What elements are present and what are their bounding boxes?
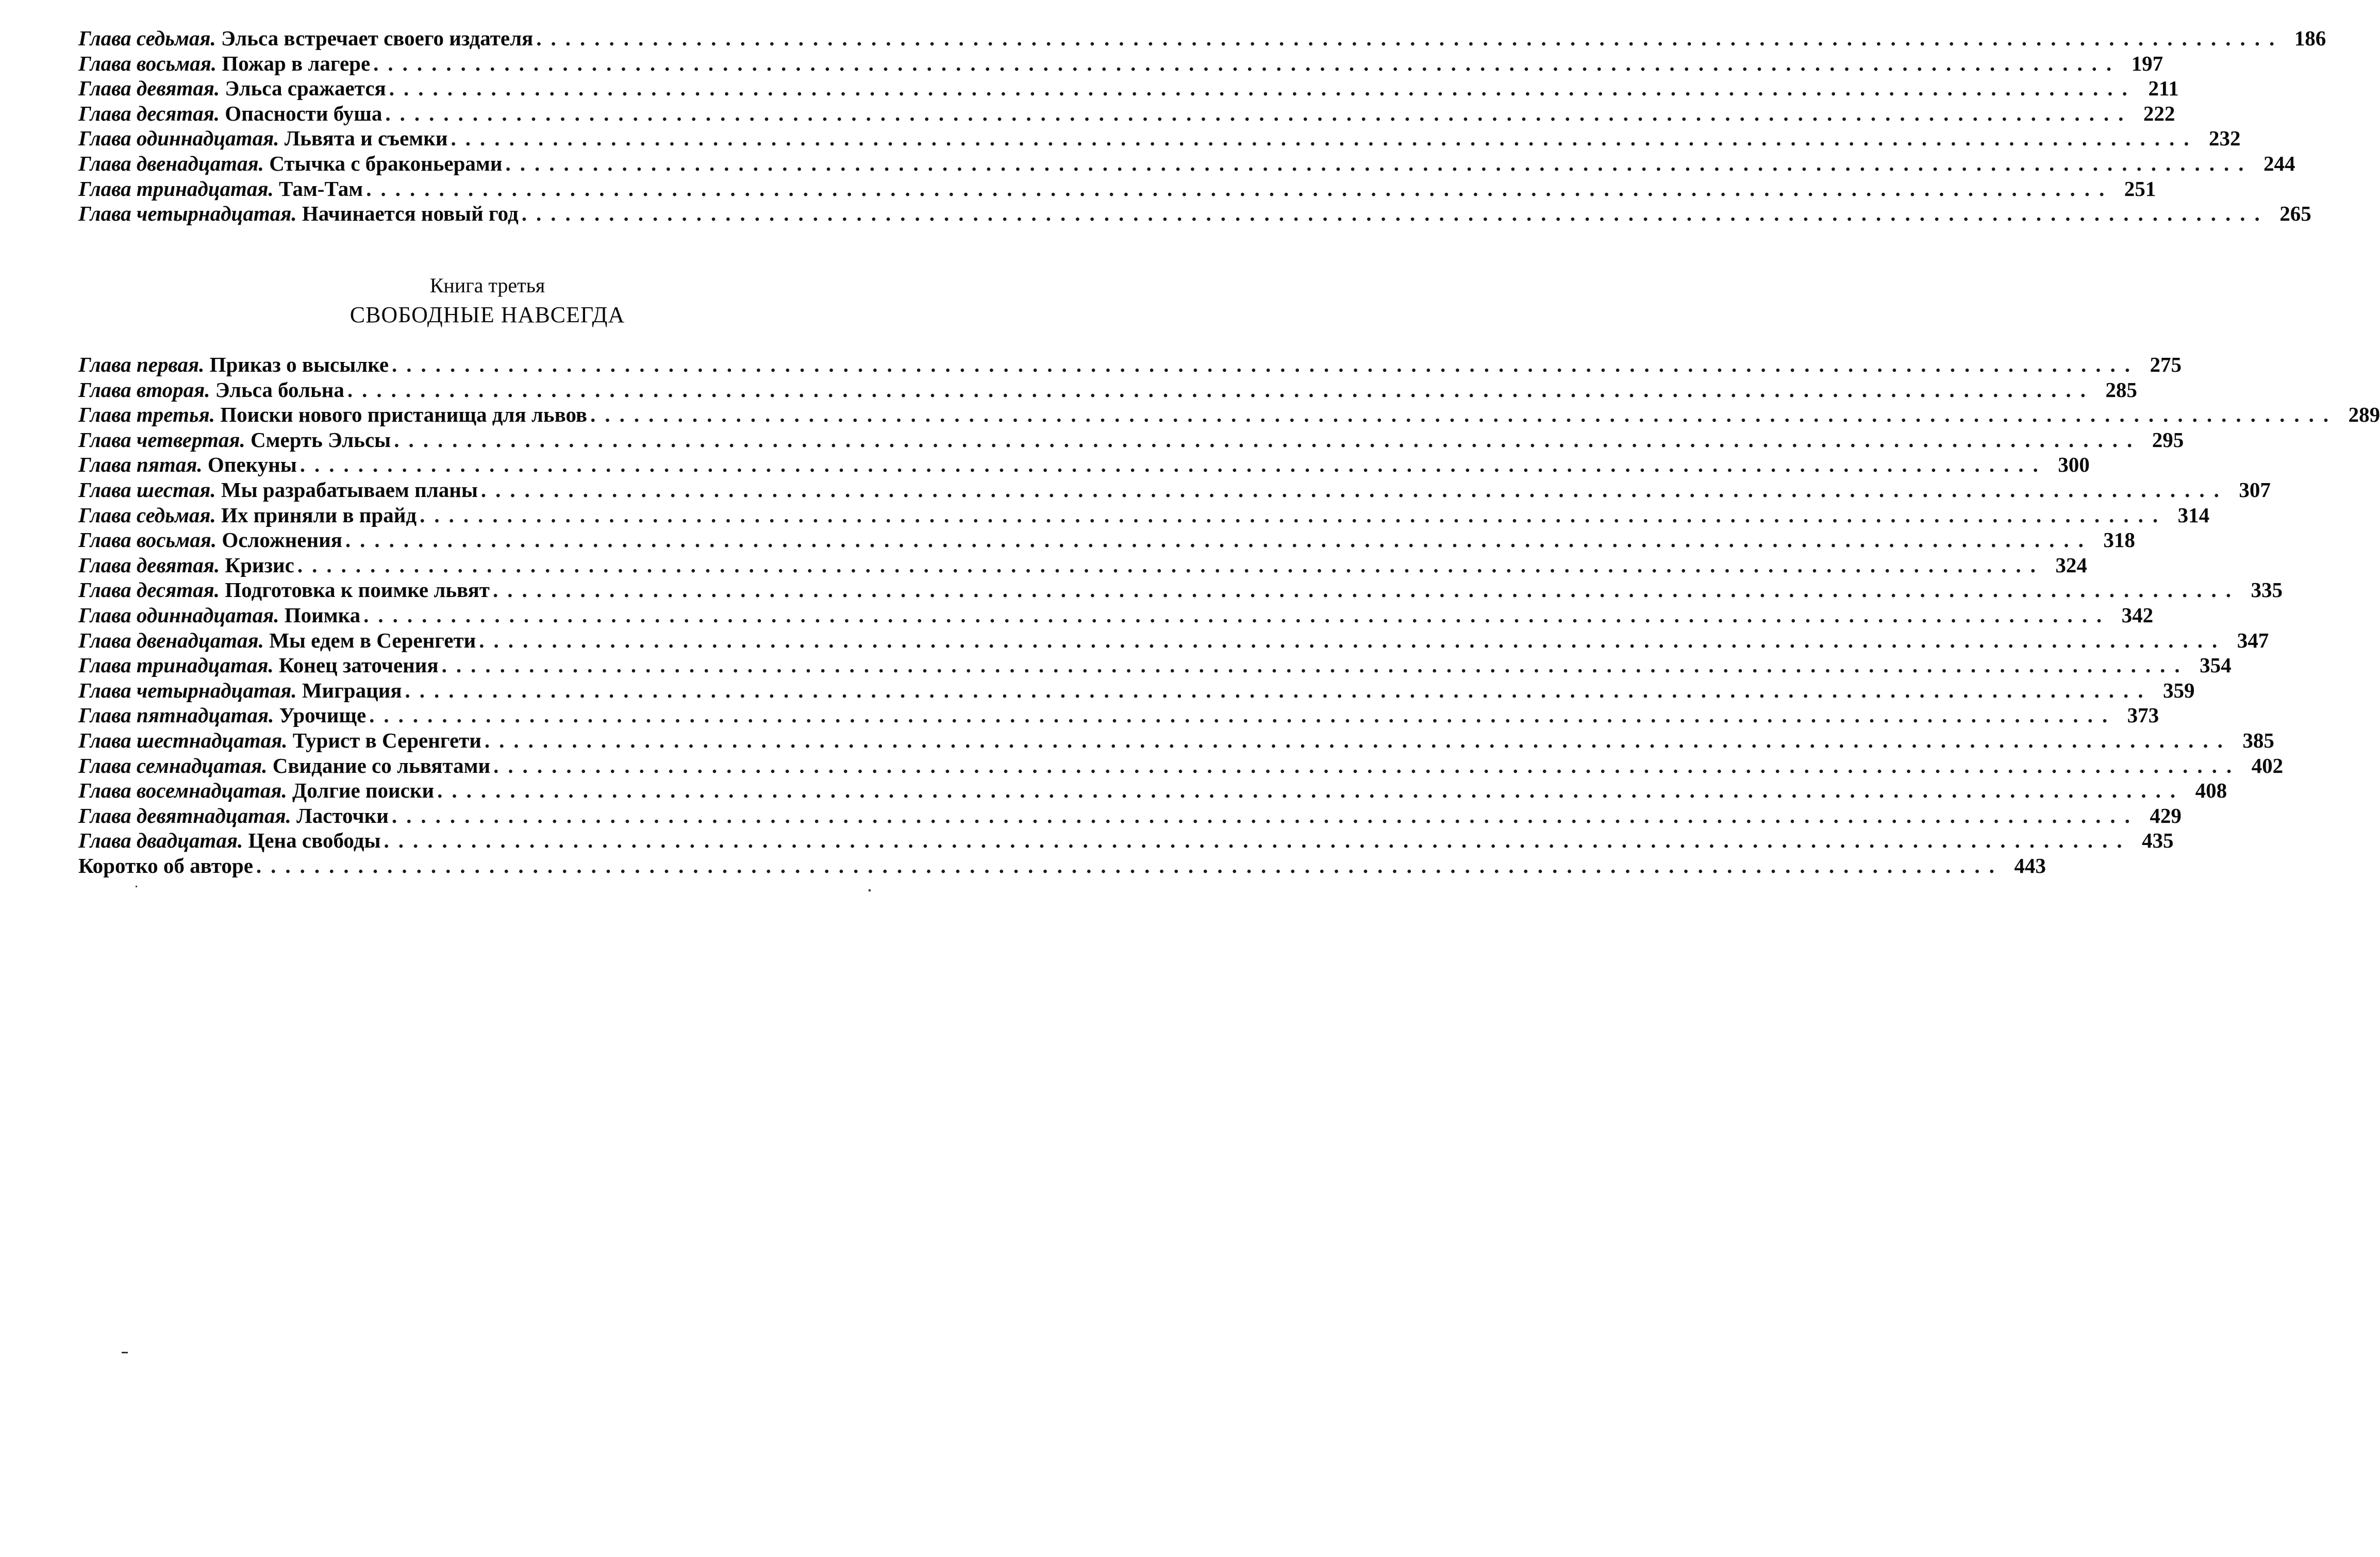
page-number: 443 (2014, 853, 2046, 877)
chapter-title: Мы едем в Серенгети (269, 628, 476, 652)
chapter-number: Глава тринадцатая. (78, 653, 274, 677)
toc-entry (78, 728, 2274, 753)
page-number: 347 (2237, 628, 2269, 652)
chapter-title: Поиски нового пристанища для львов (220, 403, 588, 427)
chapter-title: Эльса встречает своего издателя (221, 26, 534, 50)
toc-entry (78, 76, 2179, 101)
chapter-title: Их приняли в прайд (221, 503, 417, 527)
page-number: 429 (2150, 803, 2182, 827)
toc-entry-title (78, 678, 405, 703)
chapter-number: Глава одиннадцатая. (78, 126, 279, 151)
chapter-number: Глава четырнадцатая. (78, 678, 297, 702)
chapter-title: Кризис (225, 553, 294, 577)
toc-entry (78, 753, 2284, 779)
print-speck (122, 1352, 128, 1353)
dot-leader: ........................................................................................................................ (385, 101, 2133, 125)
toc-entry-title (78, 26, 536, 51)
toc-entry (78, 778, 2227, 803)
page-number: 251 (2124, 176, 2156, 201)
toc-entry-title (78, 853, 256, 879)
chapter-number: Глава восьмая. (78, 528, 217, 552)
chapter-title: Опекуны (207, 453, 297, 477)
toc-entry-title (78, 778, 437, 803)
page-number: 402 (2251, 753, 2284, 777)
chapter-number: Глава шестая. (78, 477, 216, 502)
toc-entry-title (78, 503, 420, 528)
dot-leader: ........................................................................................................................ (484, 728, 2232, 752)
page-number: 354 (2200, 653, 2232, 677)
toc-entry-title (78, 653, 442, 678)
toc-entry-title (78, 452, 300, 477)
chapter-number: Глава пятнадцатая. (78, 703, 274, 727)
chapter-title: Приказ о высылке (209, 353, 389, 376)
chapter-title: Эльса сражается (225, 76, 386, 101)
page-number: 342 (2121, 603, 2154, 627)
chapter-title: Урочище (279, 703, 367, 727)
toc-entry-title (78, 51, 373, 76)
chapter-number: Глава восемнадцатая. (78, 779, 287, 803)
chapter-number: Глава пятая. (78, 453, 203, 477)
book-label: Книга третья (429, 274, 545, 297)
chapter-title: Там-Там (279, 176, 363, 201)
print-speck (869, 889, 871, 891)
toc-entry (78, 176, 2156, 202)
chapter-number: Глава четвертая. (78, 427, 245, 452)
chapter-title: Пожар в лагере (222, 51, 371, 75)
page-number: 359 (2163, 678, 2195, 702)
dot-leader: ........................................................................................................................ (441, 653, 2189, 677)
dot-leader: ........................................................................................................................ (363, 603, 2111, 627)
dot-leader: ........................................................................................................................ (405, 678, 2153, 702)
chapter-number: Глава двенадцатая. (78, 628, 264, 652)
chapter-number: Глава девятнадцатая. (78, 803, 291, 827)
chapter-title: Миграция (302, 678, 402, 702)
toc-list-bottom (78, 352, 2380, 878)
dot-leader: ........................................................................................................................ (437, 779, 2185, 803)
toc-entry (78, 477, 2271, 503)
page-number: 318 (2103, 528, 2135, 552)
page-number: 300 (2058, 453, 2090, 477)
toc-entry-title (78, 352, 392, 377)
dot-leader: ........................................................................................................................ (480, 477, 2228, 502)
chapter-title: Поимка (284, 603, 361, 627)
page-number: 222 (2143, 101, 2175, 125)
dot-leader: ........................................................................................................................ (536, 26, 2284, 50)
chapter-title: Смерть Эльсы (250, 427, 391, 452)
chapter-title: Конец заточения (279, 653, 439, 677)
toc-entry-title (78, 753, 493, 779)
page-number: 314 (2177, 503, 2210, 527)
toc-entry (78, 828, 2174, 853)
dot-leader: ........................................................................................................................ (384, 829, 2132, 853)
toc-entry-title (78, 101, 385, 126)
toc-entry (78, 452, 2090, 477)
toc-entry-title (78, 402, 590, 427)
toc-entry (78, 653, 2232, 678)
toc-entry (78, 628, 2269, 653)
dot-leader: ........................................................................................................................ (492, 578, 2240, 602)
dot-leader: ........................................................................................................................ (299, 453, 2048, 477)
chapter-number: Глава одиннадцатая. (78, 603, 279, 627)
toc-entry-title (78, 201, 522, 226)
chapter-title: Турист в Серенгети (292, 728, 481, 752)
chapter-title: Ласточки (296, 803, 389, 827)
dot-leader: ........................................................................................................................ (389, 76, 2137, 101)
toc-entry-title (78, 151, 505, 176)
toc-entry-title (78, 703, 369, 728)
page-number: 295 (2152, 427, 2184, 452)
toc-entry (78, 201, 2311, 226)
page-number: 186 (2294, 26, 2326, 50)
dot-leader: ........................................................................................................................ (256, 853, 2004, 877)
toc-entry (78, 377, 2137, 403)
toc-entry (78, 352, 2182, 377)
toc-entry-title (78, 828, 384, 853)
chapter-number: Глава семнадцатая. (78, 753, 268, 777)
chapter-title: Подготовка к поимке львят (225, 578, 490, 602)
dot-leader: ........................................................................................................................ (493, 753, 2241, 777)
chapter-title: Стычка с браконьерами (269, 151, 503, 175)
chapter-number: Глава двенадцатая. (78, 151, 264, 175)
dot-leader: ........................................................................................................................ (373, 51, 2121, 75)
toc-list-top (78, 26, 2326, 226)
chapter-title: Эльса больна (215, 377, 344, 402)
dot-leader: ........................................................................................................................ (391, 803, 2139, 827)
toc-entry-title (78, 628, 479, 653)
toc-entry-title (78, 427, 394, 453)
chapter-number: Глава десятая. (78, 101, 220, 125)
chapter-number: Глава десятая. (78, 578, 220, 602)
dot-leader: ........................................................................................................................ (420, 503, 2168, 527)
toc-entry (78, 853, 2046, 879)
dot-leader: ........................................................................................................................ (479, 628, 2227, 652)
toc-entry (78, 151, 2295, 176)
chapter-number: Глава первая. (78, 353, 205, 376)
chapter-number: Глава вторая. (78, 377, 210, 402)
toc-entry (78, 427, 2184, 453)
page-number: 307 (2239, 477, 2271, 502)
dot-leader: ........................................................................................................................ (297, 553, 2045, 577)
print-speck (136, 886, 137, 887)
toc-entry-title (78, 377, 347, 403)
chapter-number: Глава шестнадцатая. (78, 728, 288, 752)
dot-leader: ........................................................................................................................ (392, 353, 2140, 376)
dot-leader: ........................................................................................................................ (394, 427, 2142, 452)
toc-entry-title (78, 603, 363, 628)
dot-leader: ........................................................................................................................ (345, 528, 2093, 552)
toc-entry (78, 678, 2195, 703)
toc-entry (78, 126, 2241, 151)
page-number: 211 (2148, 76, 2179, 101)
chapter-number: Глава седьмая. (78, 503, 216, 527)
chapter-number: Глава двадцатая. (78, 829, 243, 853)
toc-entry (78, 527, 2135, 553)
page-number: 324 (2055, 553, 2087, 577)
toc-entry (78, 503, 2210, 528)
chapter-title: Опасности буша (225, 101, 382, 125)
chapter-title: Цена свободы (248, 829, 381, 853)
page-number: 435 (2142, 829, 2174, 853)
dot-leader: ........................................................................................................................ (590, 403, 2338, 427)
toc-entry (78, 51, 2163, 76)
dot-leader: ........................................................................................................................ (347, 377, 2095, 402)
dot-leader: ........................................................................................................................ (366, 176, 2114, 201)
chapter-number: Глава тринадцатая. (78, 176, 274, 201)
toc-entry (78, 402, 2380, 427)
chapter-title: Начинается новый год (302, 202, 519, 226)
page-number: 373 (2127, 703, 2159, 727)
toc-entry-title (78, 76, 389, 101)
dot-leader: ........................................................................................................................ (505, 151, 2253, 175)
toc-entry (78, 803, 2182, 829)
toc-entry-title (78, 553, 297, 578)
toc-entry (78, 577, 2283, 603)
toc-entry-title (78, 803, 392, 829)
toc-entry (78, 703, 2159, 728)
page-number: 275 (2150, 353, 2182, 376)
page-number: 408 (2195, 779, 2227, 803)
toc-entry-title (78, 126, 451, 151)
page-number: 232 (2208, 126, 2241, 151)
chapter-title: Коротко об авторе (78, 853, 253, 877)
chapter-title: Свидание со львятами (272, 753, 491, 777)
chapter-number: Глава четырнадцатая. (78, 202, 297, 226)
chapter-title: Львята и съемки (284, 126, 448, 151)
chapter-title: Долгие поиски (292, 779, 435, 803)
chapter-title: Осложнения (222, 528, 342, 552)
page-number: 385 (2242, 728, 2274, 752)
page-number: 289 (2348, 403, 2380, 427)
toc-entry (78, 26, 2326, 51)
book-title: СВОБОДНЫЕ НАВСЕГДА (349, 302, 625, 327)
page-number: 265 (2279, 202, 2311, 226)
page-number: 335 (2251, 578, 2283, 602)
toc-entry (78, 101, 2175, 126)
chapter-number: Глава девятая. (78, 553, 220, 577)
chapter-number: Глава третья. (78, 403, 215, 427)
toc-entry (78, 553, 2087, 578)
chapter-number: Глава девятая. (78, 76, 220, 101)
chapter-number: Глава восьмая. (78, 51, 217, 75)
chapter-title: Мы разрабатываем планы (221, 477, 478, 502)
page-number: 285 (2105, 377, 2137, 402)
toc-entry-title (78, 577, 493, 603)
toc-entry-title (78, 527, 345, 553)
page-number: 244 (2263, 151, 2295, 175)
toc-entry-title (78, 728, 485, 753)
toc-entry-title (78, 477, 481, 503)
chapter-number: Глава седьмая. (78, 26, 216, 50)
dot-leader: ........................................................................................................................ (451, 126, 2199, 151)
toc-entry-title (78, 176, 366, 202)
page-number: 197 (2131, 51, 2163, 75)
dot-leader: ........................................................................................................................ (521, 202, 2269, 226)
toc-entry (78, 603, 2154, 628)
dot-leader: ........................................................................................................................ (369, 703, 2117, 727)
